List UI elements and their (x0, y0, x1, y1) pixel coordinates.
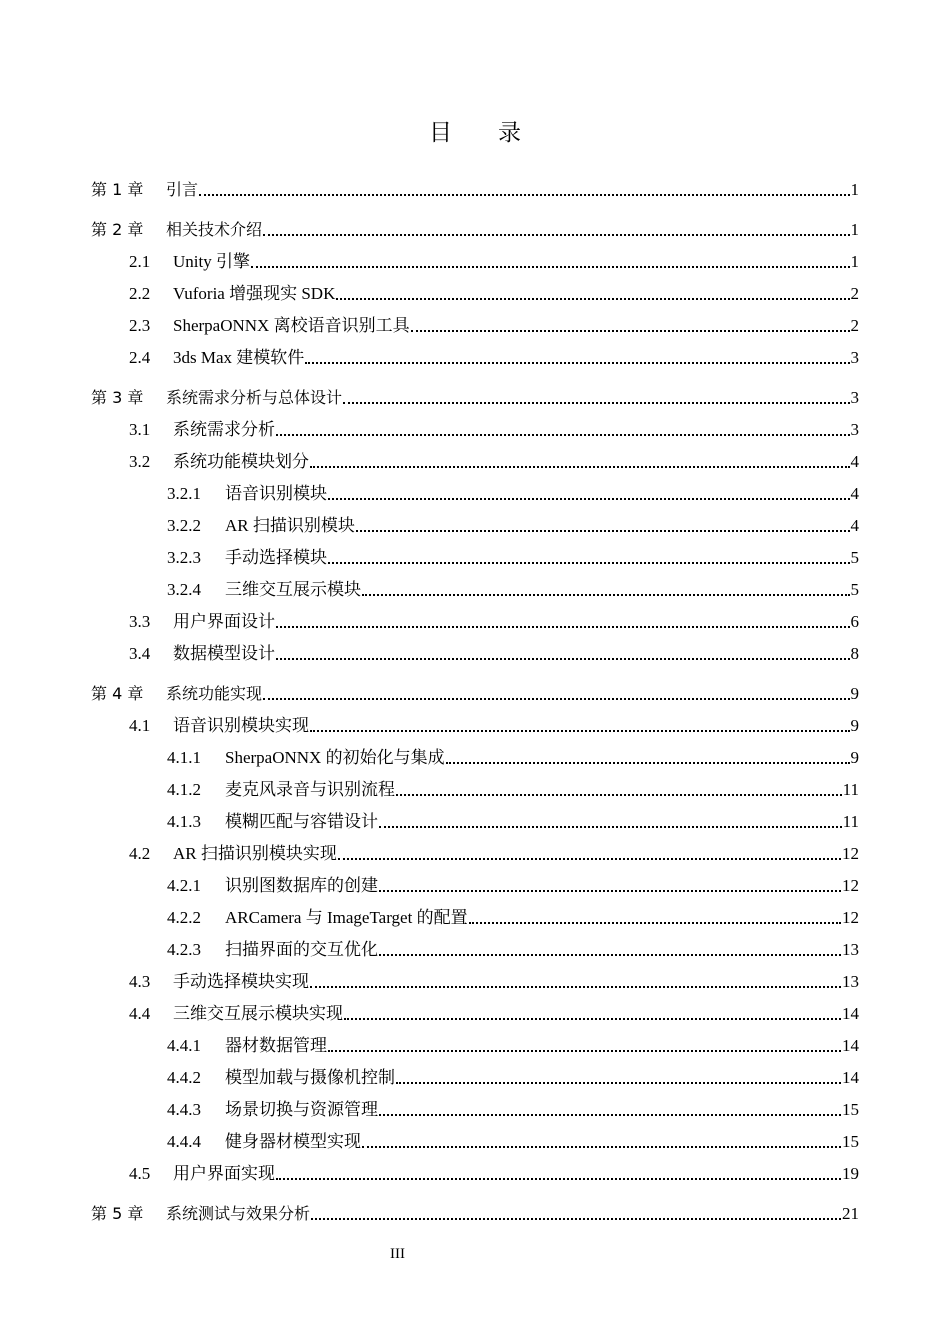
toc-entry[interactable] (129, 248, 859, 272)
toc-entry-number: 4.1.3 (167, 812, 201, 831)
toc-entry-page: 3 (850, 388, 859, 407)
toc-entry-number: 3.2.2 (167, 516, 201, 535)
toc-entry-title: 数据模型设计 (173, 644, 275, 663)
toc-dot-leader (199, 194, 849, 196)
toc-entry-number: 第 1 章 (91, 180, 144, 199)
toc-entry-page: 5 (850, 580, 859, 599)
toc-entry-number: 3.2 (129, 452, 151, 471)
toc-dot-leader (276, 434, 850, 436)
toc-entry-page: 8 (850, 644, 859, 663)
toc-entry-title: 语音识别模块 (225, 484, 327, 503)
toc-entry-page: 13 (842, 940, 859, 959)
toc-entry-title: 系统需求分析 (173, 420, 275, 439)
toc-dot-leader (379, 890, 841, 892)
toc-dot-leader (311, 1218, 841, 1220)
toc-entry[interactable] (167, 904, 859, 928)
toc-entry-number: 3.2.4 (167, 580, 201, 599)
toc-dot-leader (310, 730, 850, 732)
toc-entry-title: 相关技术介绍 (166, 220, 263, 239)
toc-entry-title: 麦克风录音与识别流程 (225, 780, 395, 799)
toc-dot-leader (379, 954, 841, 956)
toc-entry-number: 4.2.3 (167, 940, 201, 959)
toc-entry-page: 13 (842, 972, 859, 991)
toc-entry[interactable] (167, 576, 859, 600)
toc-entry-page: 4 (850, 484, 859, 503)
toc-dot-leader (338, 858, 841, 860)
toc-entry-number: 4.2.2 (167, 908, 201, 927)
toc-entry-number: 4.1 (129, 716, 151, 735)
toc-entry-page: 3 (850, 348, 859, 367)
toc-entry-title: 3ds Max 建模软件 (173, 348, 305, 367)
toc-dot-leader (263, 234, 849, 236)
toc-entry-number: 3.3 (129, 612, 151, 631)
toc-entry-title: 引言 (166, 180, 199, 199)
toc-dot-leader (469, 922, 841, 924)
toc-dot-leader (276, 1178, 841, 1180)
toc-entry-number: 第 2 章 (91, 220, 144, 239)
toc-entry[interactable] (167, 744, 859, 768)
toc-entry-page: 5 (850, 548, 859, 567)
toc-entry-page: 14 (842, 1004, 859, 1023)
toc-dot-leader (310, 466, 850, 468)
toc-entry-page: 15 (842, 1100, 859, 1119)
toc-entry-title: 识别图数据库的创建 (225, 876, 378, 895)
toc-entry[interactable] (91, 680, 859, 704)
toc-entry[interactable] (129, 712, 859, 736)
toc-entry-page: 4 (850, 452, 859, 471)
toc-entry-number: 4.4.4 (167, 1132, 201, 1151)
toc-entry-title: 模糊匹配与容错设计 (225, 812, 378, 831)
toc-entry-page: 4 (850, 516, 859, 535)
toc-entry-title: SherpaONNX 离校语音识别工具 (173, 316, 410, 335)
toc-dot-leader (263, 698, 849, 700)
toc-dot-leader (379, 1114, 841, 1116)
toc-entry[interactable] (129, 1160, 859, 1184)
toc-entry[interactable] (129, 312, 859, 336)
toc-entry-page: 3 (850, 420, 859, 439)
toc-entry[interactable] (91, 1200, 859, 1224)
toc-entry[interactable] (167, 544, 859, 568)
toc-entry-page: 2 (850, 284, 859, 303)
toc-entry-title: 三维交互展示模块 (225, 580, 361, 599)
toc-entry-page: 1 (850, 220, 859, 239)
toc-entry-title: 健身器材模型实现 (225, 1132, 361, 1151)
toc-entry[interactable] (91, 216, 859, 240)
toc-entry-title: 系统功能实现 (166, 684, 263, 703)
toc-entry-page: 11 (842, 812, 859, 831)
toc-entry-title: Unity 引擎 (173, 252, 250, 271)
toc-entry-page: 11 (842, 780, 859, 799)
toc-dot-leader (343, 402, 849, 404)
toc-dot-leader (362, 1146, 841, 1148)
toc-entry[interactable] (167, 480, 859, 504)
toc-entry-title: 场景切换与资源管理 (225, 1100, 378, 1119)
toc-dot-leader (328, 562, 850, 564)
toc-entry-number: 4.3 (129, 972, 151, 991)
toc-entry-page: 12 (842, 844, 859, 863)
toc-entry-number: 第 4 章 (91, 684, 144, 703)
toc-entry-title: 系统测试与效果分析 (166, 1204, 311, 1223)
toc-dot-leader (344, 1018, 841, 1020)
toc-entry-page: 21 (842, 1204, 859, 1223)
toc-entry-page: 1 (850, 252, 859, 271)
toc-entry[interactable] (167, 872, 859, 896)
toc-entry-page: 12 (842, 908, 859, 927)
toc-entry-page: 9 (850, 716, 859, 735)
toc-entry-number: 3.1 (129, 420, 151, 439)
toc-entry-title: 语音识别模块实现 (173, 716, 309, 735)
toc-entry-page: 19 (842, 1164, 859, 1183)
toc-entry[interactable] (91, 176, 859, 200)
toc-entry-number: 4.5 (129, 1164, 151, 1183)
toc-dot-leader (396, 794, 842, 796)
toc-entry-number: 4.4.3 (167, 1100, 201, 1119)
toc-entry-title: 用户界面设计 (173, 612, 275, 631)
toc-entry-number: 4.4.1 (167, 1036, 201, 1055)
toc-title: 目录 (429, 120, 567, 146)
toc-entry-number: 2.4 (129, 348, 151, 367)
toc-entry[interactable] (129, 1000, 859, 1024)
toc-dot-leader (356, 530, 850, 532)
toc-dot-leader (276, 658, 850, 660)
toc-entry[interactable] (167, 808, 859, 832)
toc-dot-leader (305, 362, 849, 364)
toc-entry-page: 6 (850, 612, 859, 631)
toc-entry[interactable] (129, 344, 859, 368)
toc-dot-leader (336, 298, 849, 300)
toc-entry-title: AR 扫描识别模块 (225, 516, 355, 535)
toc-entry-title: 扫描界面的交互优化 (225, 940, 378, 959)
toc-dot-leader (396, 1082, 841, 1084)
toc-dot-leader (310, 986, 841, 988)
toc-entry[interactable] (129, 640, 859, 664)
toc-entry-number: 第 3 章 (91, 388, 144, 407)
toc-entry-page: 15 (842, 1132, 859, 1151)
toc-entry[interactable] (167, 1096, 859, 1120)
toc-entry-title: 系统功能模块划分 (173, 452, 309, 471)
toc-entry[interactable] (167, 1128, 859, 1152)
toc-entry-title: SherpaONNX 的初始化与集成 (225, 748, 445, 767)
toc-dot-leader (362, 594, 850, 596)
toc-entry[interactable] (129, 608, 859, 632)
toc-entry-number: 4.2 (129, 844, 151, 863)
toc-entry-title: 用户界面实现 (173, 1164, 275, 1183)
toc-entry-title: AR 扫描识别模块实现 (173, 844, 337, 863)
toc-entry[interactable] (129, 840, 859, 864)
toc-entry[interactable] (167, 936, 859, 960)
toc-entry-number: 2.3 (129, 316, 151, 335)
toc-entry[interactable] (129, 448, 859, 472)
toc-entry-title: 三维交互展示模块实现 (173, 1004, 343, 1023)
toc-dot-leader (328, 1050, 841, 1052)
toc-entry-title: 手动选择模块实现 (173, 972, 309, 991)
page-number: III (390, 1246, 405, 1262)
toc-entry-number: 2.1 (129, 252, 151, 271)
toc-entry-title: 手动选择模块 (225, 548, 327, 567)
toc-entry[interactable] (129, 416, 859, 440)
toc-entry-number: 2.2 (129, 284, 151, 303)
toc-entry[interactable] (129, 968, 859, 992)
toc-dot-leader (251, 266, 850, 268)
toc-entry-number: 4.2.1 (167, 876, 201, 895)
toc-entry[interactable] (167, 776, 859, 800)
toc-dot-leader (379, 826, 842, 828)
toc-dot-leader (446, 762, 850, 764)
toc-entry-title: 系统需求分析与总体设计 (166, 388, 343, 407)
toc-entry[interactable] (167, 512, 859, 536)
toc-entry-page: 9 (850, 748, 859, 767)
toc-entry[interactable] (167, 1064, 859, 1088)
toc-entry-number: 3.2.3 (167, 548, 201, 567)
toc-entry-page: 2 (850, 316, 859, 335)
toc-entry-title: 模型加载与摄像机控制 (225, 1068, 395, 1087)
toc-dot-leader (328, 498, 850, 500)
toc-entry-number: 4.1.1 (167, 748, 201, 767)
toc-entry-number: 3.4 (129, 644, 151, 663)
toc-entry-page: 14 (842, 1036, 859, 1055)
toc-dot-leader (411, 330, 850, 332)
toc-entry-number: 4.4 (129, 1004, 151, 1023)
toc-entry-title: 器材数据管理 (225, 1036, 327, 1055)
toc-entry[interactable] (91, 384, 859, 408)
toc-entry-number: 4.1.2 (167, 780, 201, 799)
toc-entry-page: 14 (842, 1068, 859, 1087)
toc-entry-number: 3.2.1 (167, 484, 201, 503)
toc-entry-number: 第 5 章 (91, 1204, 144, 1223)
toc-entry-page: 1 (850, 180, 859, 199)
toc-entry-page: 9 (850, 684, 859, 703)
toc-dot-leader (276, 626, 850, 628)
toc-entry[interactable] (167, 1032, 859, 1056)
toc-entry-title: Vuforia 增强现实 SDK (173, 284, 336, 303)
toc-entry-page: 12 (842, 876, 859, 895)
toc-entry[interactable] (129, 280, 859, 304)
toc-entry-number: 4.4.2 (167, 1068, 201, 1087)
toc-entry-title: ARCamera 与 ImageTarget 的配置 (225, 908, 468, 927)
